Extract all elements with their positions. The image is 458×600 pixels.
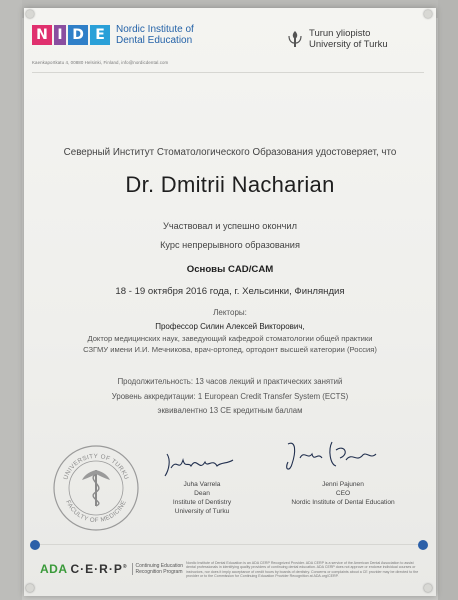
pin-icon <box>26 584 34 592</box>
signature-ceo <box>282 436 378 476</box>
course-duration: Продолжительность: 13 часов лекций и практических занятий <box>117 377 343 386</box>
ada-cerp-logo <box>40 562 183 576</box>
university-name-fi: Turun yliopisto <box>309 28 371 39</box>
university-logo <box>287 28 388 50</box>
certification-statement: Северный Институт Стоматологического Образования удостоверяет, что <box>63 147 397 158</box>
signatory-ceo <box>282 480 404 507</box>
org-name-line1: Nordic Institute of <box>116 24 194 35</box>
pin-icon <box>424 10 432 18</box>
signatory-title: CEO <box>335 490 351 497</box>
signatory-name: Jenni Pajunen <box>322 481 364 488</box>
pin-icon <box>424 584 432 592</box>
org-name <box>116 24 194 46</box>
wall-background-left <box>0 0 22 600</box>
cerp-text: C·E·R·P <box>70 562 123 576</box>
nide-logo <box>32 24 194 46</box>
corner-mark-icon <box>418 540 428 550</box>
ada-wordmark: ADA <box>40 562 68 576</box>
signature-dean <box>163 450 235 480</box>
logo-letter-e: E <box>90 25 110 45</box>
lecturer-description: СЗГМУ имени И.И. Мечникова, врач-ортопед, ортодонт высшей категории (Россия) <box>83 345 377 354</box>
signatory-name: Juha Varrela <box>183 481 221 488</box>
cerp-subtitle-line1: Continuing Education <box>135 563 184 569</box>
footer-divider <box>32 544 424 545</box>
corner-mark-icon <box>30 540 40 550</box>
cerp-subtitle-line2: Recognition Program <box>135 569 183 575</box>
registered-mark: ® <box>122 564 128 570</box>
lecturers-label: Лекторы: <box>213 308 247 317</box>
participation-text: Участвовал и успешно окончил <box>163 221 297 231</box>
recipient-name: Dr. Dmitrii Nacharian <box>125 172 335 197</box>
lecturer-name: Профессор Силин Алексей Викторович, <box>155 322 305 331</box>
logo-letter-d: D <box>68 25 88 45</box>
wall-background-right <box>438 0 458 600</box>
lecturer-description: Доктор медицинских наук, заведующий кафедрой стоматологии общей практики <box>87 334 373 343</box>
seal-caduceus-icon <box>82 470 110 506</box>
seal-bottom-text: FACULTY OF MEDICINE <box>64 499 128 525</box>
course-type: Курс непрерывного образования <box>160 240 300 250</box>
header-divider <box>32 72 424 73</box>
accreditation-level: Уровень аккредитации: 1 European Credit Transfer System (ECTS) <box>111 392 349 401</box>
cerp-subtitle <box>132 563 184 575</box>
signatory-title: Dean <box>194 490 210 497</box>
ce-credits: эквивалентно 13 CE кредитным баллам <box>157 406 303 415</box>
signatory-org: University of Turku <box>174 508 230 515</box>
signatory-org: Institute of Dentistry <box>172 499 232 506</box>
signatory-org: Nordic Institute of Dental Education <box>291 499 395 506</box>
org-address: Kaenkaportkatu 4, 00880 Helsinki, Finland, info@nordicdental.com <box>32 60 169 65</box>
seal-top-text: UNIVERSITY OF TURKU <box>62 452 130 481</box>
university-seal <box>52 444 140 532</box>
org-name-line2: Dental Education <box>116 35 193 46</box>
course-title: Основы CAD/CAM <box>186 264 274 275</box>
signatory-dean <box>152 480 252 516</box>
course-date-place: 18 - 19 октября 2016 года, г. Хельсинки, Финляндия <box>115 286 345 297</box>
ada-cerp-disclaimer: Nordic Institute of Dental Education is an ADA CERP Recognized Provider. ADA CERP is a service of the American Dental Association to assist dental professionals in identifying quality providers of continuing dental education. ADA CERP does not approve or endorse individual courses or instructors, nor does it imply acceptance of credit hours by boards of dentistry. Concerns or complaints about a CE provider may be directed to the provider or to the Commission for Continuing Education Provider Recognition at ADA.org/CERP. <box>186 561 419 578</box>
pin-icon <box>26 10 34 18</box>
logo-letter-n: N <box>32 25 52 45</box>
nide-logo-mark <box>32 25 110 45</box>
university-name-en: University of Turku <box>309 39 388 50</box>
turku-torch-icon <box>287 30 303 48</box>
university-name <box>309 28 388 50</box>
logo-letter-i: I <box>54 25 66 45</box>
cerp-wordmark <box>71 562 128 576</box>
